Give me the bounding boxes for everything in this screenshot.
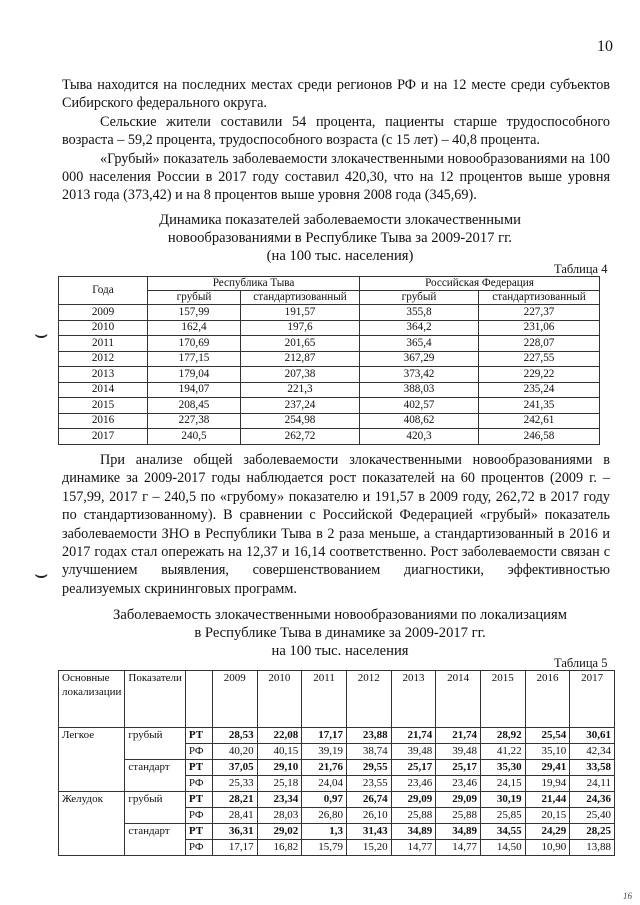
- table4-sub-rf-crude: грубый: [360, 291, 479, 305]
- table4-header-rf: Российская Федерация: [360, 277, 600, 291]
- table5-value: 28,53: [212, 728, 257, 744]
- table4-header-year: Года: [59, 277, 148, 305]
- table5-value: 25,85: [480, 808, 525, 824]
- table4-cell: 402,57: [360, 398, 479, 414]
- table5-value: 28,03: [257, 808, 302, 824]
- table4-row: [59, 429, 600, 445]
- table5-value: 23,34: [257, 792, 302, 808]
- table5-header-year: 2013: [391, 671, 436, 728]
- table5-row: [59, 824, 615, 840]
- table4-sub-rt-crude: грубый: [148, 291, 241, 305]
- table5-value: 25,88: [391, 808, 436, 824]
- table5-value: 29,09: [436, 792, 481, 808]
- table4-cell: 367,29: [360, 351, 479, 367]
- table5-indicator: стандарт: [125, 824, 186, 856]
- table4-cell: 227,38: [148, 413, 241, 429]
- table4-label: Таблица 4: [554, 262, 608, 276]
- table5-value: 29,02: [257, 824, 302, 840]
- corner-mark: 16: [623, 891, 632, 901]
- table5-row: [59, 728, 615, 744]
- table5-value: 15,79: [302, 840, 347, 856]
- table4-row: [59, 351, 600, 367]
- table5-localization: Желудок: [59, 792, 125, 856]
- table4-cell: 420,3: [360, 429, 479, 445]
- table4-sub-rf-std: стандартизованный: [479, 291, 600, 305]
- table4-cell: 365,4: [360, 336, 479, 352]
- table4-cell: 388,03: [360, 382, 479, 398]
- table5-value: 10,90: [525, 840, 570, 856]
- table4-cell: 157,99: [148, 305, 241, 321]
- table5-value: 25,18: [257, 776, 302, 792]
- table4-caption-line1: Динамика показателей заболеваемости злокачественными: [159, 212, 521, 228]
- table4-row: [59, 398, 600, 414]
- table4-header-rt: Республика Тыва: [148, 277, 360, 291]
- table4-cell: 208,45: [148, 398, 241, 414]
- table5-value: 28,41: [212, 808, 257, 824]
- table5: [58, 670, 615, 856]
- table5-value: 39,48: [391, 744, 436, 760]
- table4-cell: 2010: [59, 320, 148, 336]
- table5-value: 29,10: [257, 760, 302, 776]
- table5-region: РТ: [185, 792, 212, 808]
- table4-cell: 2016: [59, 413, 148, 429]
- table4-sub-rt-std: стандартизованный: [241, 291, 360, 305]
- table5-header-year: 2010: [257, 671, 302, 728]
- table5-value: 25,17: [436, 760, 481, 776]
- table5-value: 23,46: [436, 776, 481, 792]
- table5-value: 24,11: [570, 776, 615, 792]
- table4-cell: 2009: [59, 305, 148, 321]
- table5-header-indicator: Показатели: [125, 671, 186, 728]
- table4-cell: 2015: [59, 398, 148, 414]
- table4-cell: 197,6: [241, 320, 360, 336]
- table4-cell: 240,5: [148, 429, 241, 445]
- table4-cell: 207,38: [241, 367, 360, 383]
- table5-value: 30,19: [480, 792, 525, 808]
- table5-value: 24,29: [525, 824, 570, 840]
- table5-value: 25,88: [436, 808, 481, 824]
- table5-value: 20,15: [525, 808, 570, 824]
- table5-value: 21,76: [302, 760, 347, 776]
- table4-cell: 227,37: [479, 305, 600, 321]
- table5-region: РТ: [185, 760, 212, 776]
- table4-cell: 231,06: [479, 320, 600, 336]
- table5-indicator: грубый: [125, 792, 186, 824]
- table5-header-year: 2014: [436, 671, 481, 728]
- table5-value: 29,55: [346, 760, 391, 776]
- table4-caption-line3: (на 100 тыс. населения): [266, 248, 414, 264]
- table5-indicator: грубый: [125, 728, 186, 760]
- table5-value: 25,40: [570, 808, 615, 824]
- table4-cell: 246,58: [479, 429, 600, 445]
- table4-caption-line2: новообразованиями в Республике Тыва за 2009-2017 гг.: [167, 230, 513, 246]
- table5-value: 24,36: [570, 792, 615, 808]
- table5-value: 26,74: [346, 792, 391, 808]
- table5-value: 21,74: [391, 728, 436, 744]
- table4-cell: 170,69: [148, 336, 241, 352]
- table5-value: 23,46: [391, 776, 436, 792]
- table5-caption-line1: Заболеваемость злокачественными новообразованиями по локализациям: [113, 607, 567, 623]
- table5-region: РТ: [185, 824, 212, 840]
- table4-cell: 2011: [59, 336, 148, 352]
- table4-cell: 2014: [59, 382, 148, 398]
- table4-cell: 2017: [59, 429, 148, 445]
- table5-value: 39,19: [302, 744, 347, 760]
- table4-row: [59, 367, 600, 383]
- margin-bracket-mark-2: ⌣: [34, 562, 49, 587]
- table5-value: 24,04: [302, 776, 347, 792]
- table5-value: 0,97: [302, 792, 347, 808]
- table4-cell: 242,61: [479, 413, 600, 429]
- table5-region: РТ: [185, 728, 212, 744]
- table4-cell: 2013: [59, 367, 148, 383]
- table4-row: [59, 336, 600, 352]
- table5-caption-line2: в Республике Тыва в динамике за 2009-2017 гг.: [194, 625, 486, 641]
- table4-row: [59, 320, 600, 336]
- table4-cell: 221,3: [241, 382, 360, 398]
- table5-value: 28,21: [212, 792, 257, 808]
- table5-value: 14,77: [391, 840, 436, 856]
- table5-value: 24,15: [480, 776, 525, 792]
- table4-cell: 262,72: [241, 429, 360, 445]
- table5-region: РФ: [185, 808, 212, 824]
- table5-value: 31,43: [346, 824, 391, 840]
- table4-cell: 235,24: [479, 382, 600, 398]
- table5-value: 17,17: [302, 728, 347, 744]
- table5-header-year: 2009: [212, 671, 257, 728]
- table5-value: 13,88: [570, 840, 615, 856]
- table4-cell: 228,07: [479, 336, 600, 352]
- table5-header-region: [185, 671, 212, 728]
- table5-value: 36,31: [212, 824, 257, 840]
- table5-value: 38,74: [346, 744, 391, 760]
- table5-value: 14,50: [480, 840, 525, 856]
- table5-row: [59, 760, 615, 776]
- table4-cell: 162,4: [148, 320, 241, 336]
- table4-cell: 229,22: [479, 367, 600, 383]
- table5-value: 41,22: [480, 744, 525, 760]
- table4-cell: 194,07: [148, 382, 241, 398]
- table5-header-year: 2016: [525, 671, 570, 728]
- table5-value: 29,09: [391, 792, 436, 808]
- table4-cell: 355,8: [360, 305, 479, 321]
- table5-value: 30,61: [570, 728, 615, 744]
- paragraph-3: «Грубый» показатель заболеваемости злокачественными новообразованиями на 100 000 населения России в 2017 году составил 420,30, что на 12 процентов выше уровня 2013 года (373,42) и на 8 процентов выше уровня 2008 года (345,69).: [62, 151, 610, 204]
- table4-row: [59, 305, 600, 321]
- table5-region: РФ: [185, 744, 212, 760]
- table5-value: 16,82: [257, 840, 302, 856]
- table5-value: 1,3: [302, 824, 347, 840]
- table4: [58, 276, 600, 445]
- table5-header-year: 2017: [570, 671, 615, 728]
- table4-cell: 373,42: [360, 367, 479, 383]
- table5-row: [59, 792, 615, 808]
- table5-value: 14,77: [436, 840, 481, 856]
- table5-value: 29,41: [525, 760, 570, 776]
- table5-header-year: 2012: [346, 671, 391, 728]
- paragraph-1: Тыва находится на последних местах среди регионов РФ и на 12 месте среди субъектов Сибирского федерального округа.: [62, 77, 610, 112]
- table4-cell: 201,65: [241, 336, 360, 352]
- table4-cell: 237,24: [241, 398, 360, 414]
- table5-value: 40,20: [212, 744, 257, 760]
- table4-cell: 212,87: [241, 351, 360, 367]
- margin-bracket-mark: ⌣: [34, 322, 49, 347]
- page-number: 10: [597, 38, 613, 55]
- table5-region: РФ: [185, 776, 212, 792]
- table4-row: [59, 382, 600, 398]
- table4-cell: 408,62: [360, 413, 479, 429]
- table5-value: 19,94: [525, 776, 570, 792]
- table5-value: 15,20: [346, 840, 391, 856]
- table4-caption: [60, 211, 620, 265]
- table4-cell: 241,35: [479, 398, 600, 414]
- table4-cell: 191,57: [241, 305, 360, 321]
- table5-value: 42,34: [570, 744, 615, 760]
- table5-value: 26,80: [302, 808, 347, 824]
- table5-value: 26,10: [346, 808, 391, 824]
- table5-value: 34,89: [436, 824, 481, 840]
- table5-value: 35,30: [480, 760, 525, 776]
- table5-header-localization: Основные локализации: [59, 671, 125, 728]
- table5-value: 22,08: [257, 728, 302, 744]
- table5-region: РФ: [185, 840, 212, 856]
- table4-cell: 2012: [59, 351, 148, 367]
- table4-row: [59, 413, 600, 429]
- table5-value: 21,74: [436, 728, 481, 744]
- table5-value: 35,10: [525, 744, 570, 760]
- table5-caption: [60, 606, 620, 660]
- table5-indicator: стандарт: [125, 760, 186, 792]
- table5-header-year: 2011: [302, 671, 347, 728]
- paragraph-2: Сельские жители составили 54 процента, пациенты старше трудоспособного возраста – 59,2 процента, трудоспособного возраста (с 15 лет) – 40,8 процента.: [62, 114, 610, 149]
- table5-value: 34,55: [480, 824, 525, 840]
- table5-value: 37,05: [212, 760, 257, 776]
- table4-cell: 179,04: [148, 367, 241, 383]
- table5-label: Таблица 5: [554, 656, 608, 670]
- table5-value: 39,48: [436, 744, 481, 760]
- table5-value: 28,25: [570, 824, 615, 840]
- table5-value: 25,17: [391, 760, 436, 776]
- table5-value: 25,33: [212, 776, 257, 792]
- table5-caption-line3: на 100 тыс. населения: [271, 643, 409, 659]
- table5-value: 23,88: [346, 728, 391, 744]
- table5-value: 21,44: [525, 792, 570, 808]
- table5-value: 17,17: [212, 840, 257, 856]
- table5-value: 25,54: [525, 728, 570, 744]
- table5-value: 34,89: [391, 824, 436, 840]
- table5-value: 23,55: [346, 776, 391, 792]
- table4-cell: 254,98: [241, 413, 360, 429]
- table5-localization: Легкое: [59, 728, 125, 792]
- paragraph-4: При анализе общей заболеваемости злокачественными новообразованиями в динамике за 2009-2017 годы наблюдается рост показателей на 60 процентов (2009 г. – 157,99, 2017 г – 240,5 по «грубому» показателю и 191,57 в 2009 году, 262,72 в 2017 году по стандартизованному). В сравнении с Российской Федерацией «грубый» показатель заболеваемости ЗНО в Республики Тыва в 2 раза меньше, а стандартизованный в 2016 и 2017 годах стал опережать на 12,37 и 16,14 соответственно. Рост заболеваемости связан с улучшением выявления, совершенствованием диагностики, эффективностью реализуемых скрининговых программ.: [62, 452, 610, 597]
- table5-value: 40,15: [257, 744, 302, 760]
- table5-header-year: 2015: [480, 671, 525, 728]
- table4-cell: 364,2: [360, 320, 479, 336]
- table4-cell: 227,55: [479, 351, 600, 367]
- table5-value: 33,58: [570, 760, 615, 776]
- table4-cell: 177,15: [148, 351, 241, 367]
- table5-value: 28,92: [480, 728, 525, 744]
